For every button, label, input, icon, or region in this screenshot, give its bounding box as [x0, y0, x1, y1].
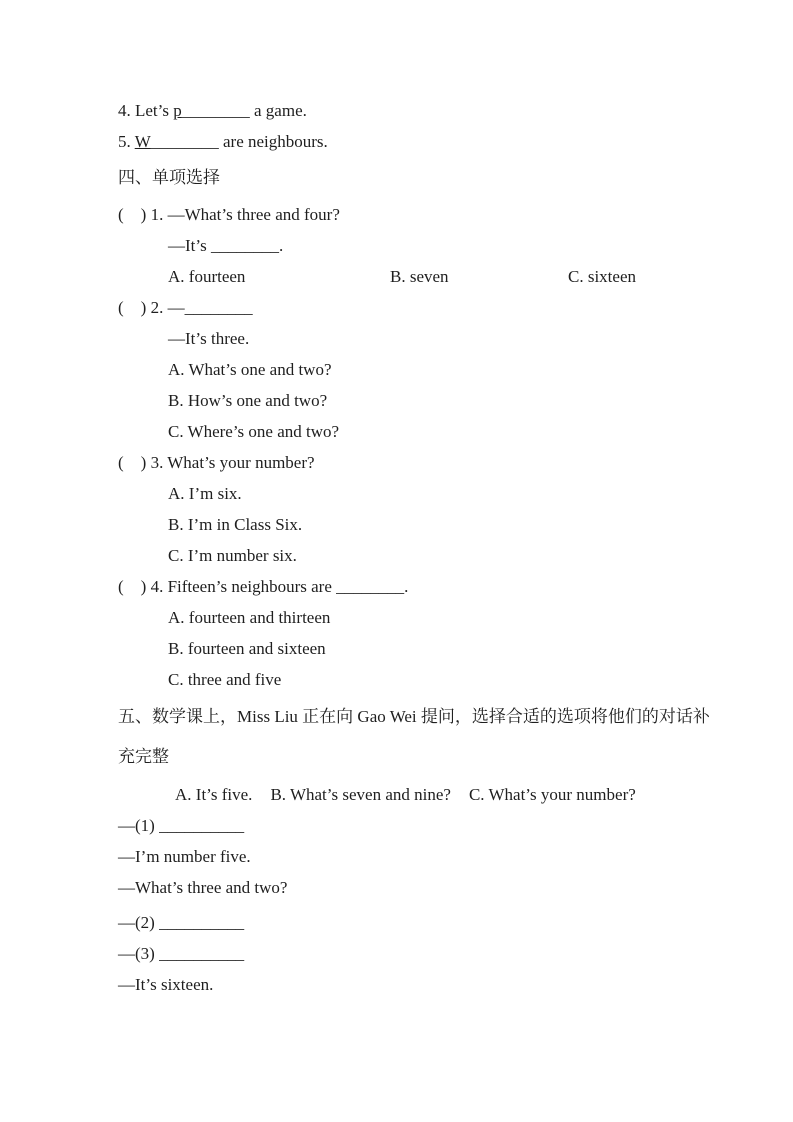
- q2-stem-line2: —It’s three.: [168, 329, 250, 348]
- q3-option-a: A. I’m six.: [168, 484, 242, 503]
- s5-option-c: C. What’s your number?: [468, 785, 636, 804]
- dialog-line-5: —(3) __________: [118, 944, 245, 963]
- q4-option-c: C. three and five: [168, 670, 282, 689]
- q1-option-c: C. sixteen: [568, 267, 636, 286]
- item4-rest: ________ a game.: [181, 101, 307, 120]
- q1-option-b: B. seven: [390, 267, 449, 286]
- item4-prefix: 4. Let’s: [118, 101, 174, 120]
- q1-stem-line2: —It’s ________.: [168, 236, 284, 255]
- q1-option-a: A. fourteen: [168, 267, 246, 286]
- s5-option-a: A. It’s five.: [175, 785, 253, 804]
- fill-blank-item-5: [118, 126, 738, 157]
- q1-stem: ( ) 1. —What’s three and four?: [118, 205, 340, 224]
- section5-options-row: [118, 779, 738, 810]
- fill-blank-item-4: [118, 95, 738, 126]
- dialog-line-2: —I’m number five.: [118, 847, 251, 866]
- q3-option-c: C. I’m number six.: [168, 546, 297, 565]
- q3-stem: ( ) 3. What’s your number?: [118, 453, 315, 472]
- fill-in-blanks-section: [118, 95, 738, 157]
- q2-option-c: C. Where’s one and two?: [168, 422, 340, 441]
- item5-rest: ________ are neighbours.: [150, 132, 328, 151]
- section-multiple-choice: [118, 162, 738, 695]
- section5-title-line1: 五、数学课上，Miss Liu 正在向 Gao Wei 提问，选择合适的选项将他们的对话补: [118, 707, 710, 726]
- dialog-line-4: —(2) __________: [118, 913, 245, 932]
- section4-title: 四、单项选择: [118, 168, 220, 187]
- dialog-line-6: —It’s sixteen.: [118, 975, 214, 994]
- item5-prefix: 5.: [118, 132, 135, 151]
- item5-given-letter: W: [134, 132, 151, 151]
- section5-title-line2: 充完整: [118, 747, 169, 766]
- q4-stem: ( ) 4. Fifteen’s neighbours are ________.: [118, 577, 409, 596]
- q2-option-a: A. What’s one and two?: [168, 360, 332, 379]
- worksheet-page: [118, 95, 738, 1000]
- section-dialog-completion: [118, 701, 738, 1000]
- item4-given-letter: p: [173, 101, 182, 120]
- dialog-line-1: —(1) __________: [118, 816, 245, 835]
- q4-option-b: B. fourteen and sixteen: [168, 639, 326, 658]
- q2-option-b: B. How’s one and two?: [168, 391, 328, 410]
- q4-option-a: A. fourteen and thirteen: [168, 608, 331, 627]
- s5-option-b: B. What’s seven and nine?: [270, 785, 451, 804]
- q1-options-row: [118, 261, 738, 292]
- dialog-line-3: —What’s three and two?: [118, 878, 288, 897]
- q2-stem: ( ) 2. —________: [118, 298, 253, 317]
- q3-option-b: B. I’m in Class Six.: [168, 515, 303, 534]
